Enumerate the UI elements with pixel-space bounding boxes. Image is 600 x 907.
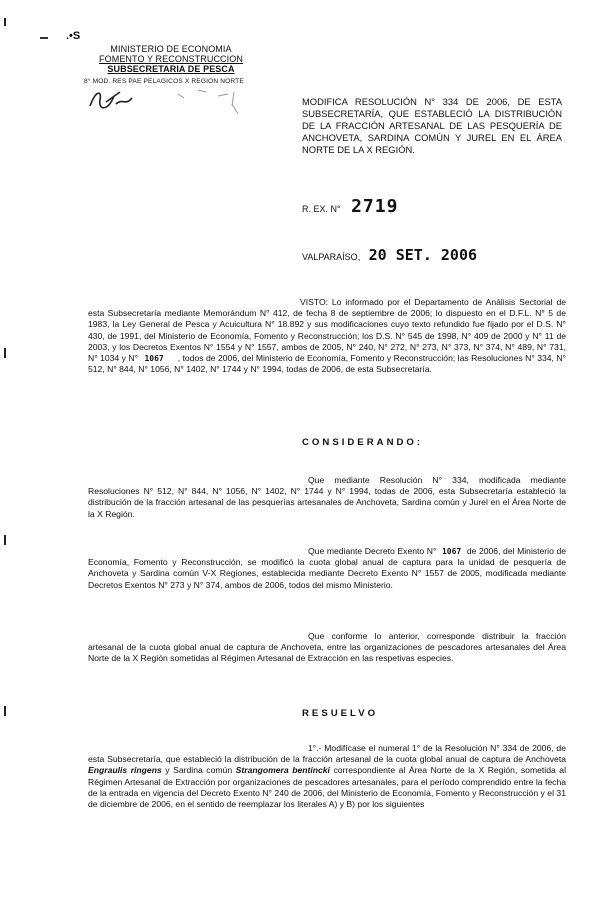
scan-mark-dots: .•S — [66, 30, 81, 42]
faint-marks — [168, 84, 248, 124]
considerando-heading: CONSIDERANDO: — [302, 437, 424, 448]
visto-paragraph — [88, 297, 566, 375]
place-date — [302, 246, 477, 265]
date-stamp: 20 SET. 2006 — [368, 246, 478, 264]
scan-mark-dash — [40, 37, 48, 39]
considerando-1: Que mediante Resolución N° 334, modificada mediante Resoluciones N° 512, N° 844, N° 1056, N° 1402, N° 1744 y N° 1994, todas de 2006, esta Subsecretaría estableció la distribución de la fracción artesanal de las pesquerías artesanales de Anchoveta, Sardina común y Jurel en el Área Norte de la X Región. — [88, 475, 566, 519]
initials-signature — [86, 84, 146, 114]
considerando-decree-number: 1067 — [441, 547, 462, 556]
considerando-3: Que conforme lo anterior, corresponde distribuir la fracción artesanal de la cuota global anual de captura de Anchoveta, entre las organizaciones de pescadores artesanales del Área Norte de la X Región sometidas al Régimen Artesanal de Extracción en las respetivas especies. — [88, 631, 566, 664]
resuelvo-heading: RESUELVO — [302, 708, 379, 719]
rex-number: 2719 — [351, 196, 399, 217]
visto-decree-number: 1067 — [144, 354, 164, 364]
city-label: VALPARAÍSO, — [302, 252, 361, 262]
species-sardina: Strangomera bentincki — [235, 765, 330, 776]
ministry-header — [96, 44, 246, 74]
margin-mark — [4, 706, 6, 716]
visto-body: Sectorial de esta Subsecretaría mediante Memorándum N° 412, de fecha 8 de septiembre de 2006; lo dispuesto en el D.F.L. N° 5 de 1983, la Ley General de Pesca y Acuicultura N° 18.892 y sus modificaciones cuyo texto refundido fue fijado por el D.S. N° 430, de 1991, del Ministerio de Economía, Fomento y Reconstrucción; los D.S. N° 545 de 1998, N° 409 de 2000 y N° 11 de 2003, y los Decretos Exentos N° 1554 y N° 1557, ambos de 2005, N° 240, N° 272, N° 273, N° 373, N° 374, N° 489, N° 731, N° 1034 y N° — [88, 297, 566, 364]
margin-mark — [4, 348, 6, 358]
resuelvo-1: 1°.- Modifícase el numeral 1° de la Resolución N° 334 de 2006, de esta Subsecretaría, que estableció la distribución de la fracción artesanal de la cuota global anual de captura de Anchoveta Engraulis ringens y Sardina común Strangomera bentincki correspondiente al Área Norte de la X Región, sometida al Régimen Artesanal de Extracción por organizaciones de pescadores artesanales, para el período comprendido entre la fecha de la entrada en vigencia del Decreto Exento N° 240 de 2006, del Ministerio de Economía, Fomento y Reconstrucción y el 31 de diciembre de 2006, en el sentido de reemplazar los literales A) y B) por los siguientes — [88, 743, 566, 810]
margin-mark — [4, 535, 6, 545]
considerando-2: Que mediante Decreto Exento N° 1067 de 2006, del Ministerio de Economía, Fomento y Reconstrucción, se modificó la cuota global anual de captura para la unidad de pesquería de Anchoveta y Sardina común V-X Regiones, establecida mediante Decreto Exento N° 1557 de 2005, modificada mediante Decretos Exentos N° 273 y N° 374, ambos de 2006, todos del mismo Ministerio. — [88, 546, 566, 590]
subsecretaria-name: SUBSECRETARIA DE PESCA — [107, 64, 235, 74]
margin-mark — [4, 18, 6, 26]
resolution-title: MODIFICA RESOLUCIÓN N° 334 DE 2006, DE ESTA SUBSECRETARÍA, QUE ESTABLECIÓ LA DISTRIBUCIÓN DE LA FRACCIÓN ARTESANAL DE LAS PESQUERÍA DE ANCHOVETA, SARDINA COMÚN Y JUREL EN EL ÁREA NORTE DE LA X REGIÓN. — [302, 96, 562, 155]
reference-code: 8° MOD. RES PAE PELAGICOS X REGION NORTE — [84, 78, 244, 85]
rex-label: R. EX. N° — [302, 204, 341, 214]
ministry-subtitle: FOMENTO Y RECONSTRUCCION — [99, 54, 243, 64]
ministry-name: MINISTERIO DE ECONOMIA — [110, 44, 232, 54]
species-anchoveta: Engraulis ringens — [88, 765, 162, 776]
visto-lead: VISTO: Lo informado por el Departamento de Análisis — [300, 297, 516, 307]
visto-body-end: , todos de 2006, del Ministerio de Economía, Fomento y Reconstrucción; las Resoluciones N° 334, N° 512, N° 844, N° 1056, N° 1402, N° 1744 y N° 1994, todas de 2006, de esta Subsecretaría. — [88, 353, 566, 375]
rex-block — [302, 196, 398, 217]
